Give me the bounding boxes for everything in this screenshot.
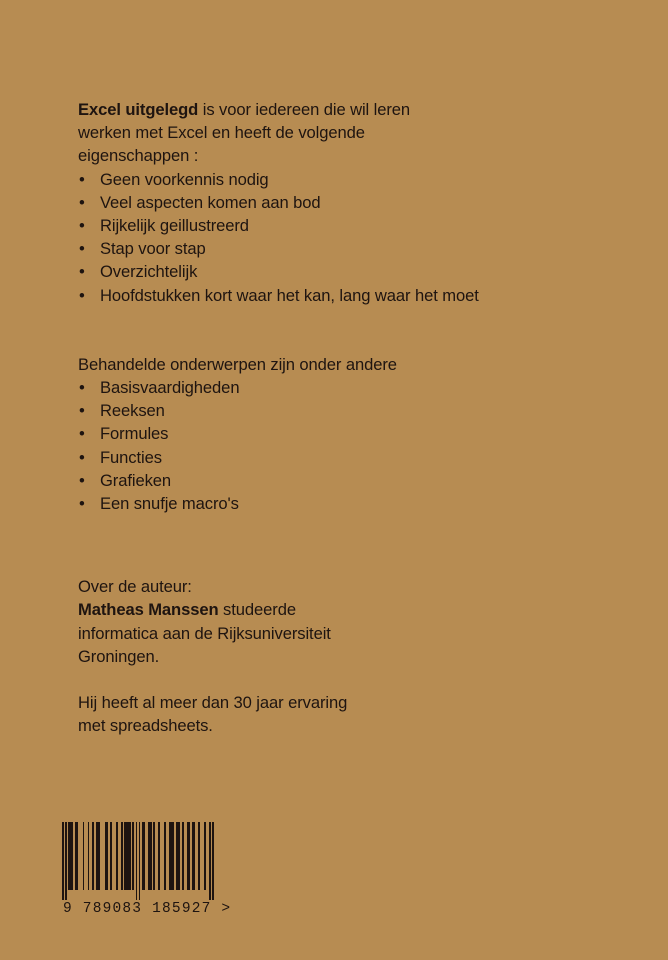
paragraph-spacer [78, 668, 503, 691]
bullet-icon: • [79, 239, 85, 259]
list-item [78, 284, 503, 307]
back-cover-content [78, 98, 503, 737]
author-bio-line3: Groningen. [78, 646, 160, 666]
experience-line2: met spreadsheets. [78, 716, 213, 736]
author-name: Matheas Manssen [78, 600, 219, 620]
bullet-icon: • [79, 494, 85, 514]
features-list [78, 168, 503, 307]
intro-line3: eigenschappen : [78, 146, 199, 166]
author-block [78, 575, 503, 668]
list-item [78, 214, 503, 237]
bullet-icon: • [79, 401, 85, 421]
section-spacer [78, 515, 503, 575]
list-item [78, 422, 503, 445]
list-item-label: Basisvaardigheden [100, 378, 240, 398]
list-item [78, 492, 503, 515]
bullet-icon: • [79, 378, 85, 398]
bullet-icon: • [79, 424, 85, 444]
list-item-label: Een snufje macro's [100, 494, 239, 514]
intro-paragraph [78, 98, 503, 168]
list-item-label: Stap voor stap [100, 239, 206, 259]
author-heading: Over de auteur: [78, 577, 192, 597]
list-item [78, 191, 503, 214]
bullet-icon: • [79, 216, 85, 236]
experience-line1: Hij heeft al meer dan 30 jaar ervaring [78, 693, 348, 713]
list-item [78, 260, 503, 283]
list-item-label: Rijkelijk geillustreerd [100, 216, 249, 236]
author-bio-line2: informatica aan de Rijksuniversiteit [78, 623, 331, 643]
list-item-label: Formules [100, 424, 169, 444]
book-title-bold: Excel uitgelegd [78, 100, 199, 119]
topics-list [78, 376, 503, 515]
intro-line1-rest: is voor iedereen die wil leren [198, 100, 411, 119]
bullet-icon: • [79, 192, 85, 212]
bullet-icon: • [79, 169, 85, 189]
topics-heading: Behandelde onderwerpen zijn onder andere [78, 354, 397, 374]
list-item-label: Overzichtelijk [100, 262, 198, 282]
barcode-bars [62, 822, 214, 900]
bullet-icon: • [79, 262, 85, 282]
list-item-label: Veel aspecten komen aan bod [100, 192, 321, 212]
section-spacer [78, 307, 503, 353]
list-item [78, 168, 503, 191]
experience-paragraph [78, 691, 503, 737]
list-item-label: Functies [100, 447, 162, 467]
list-item-label: Geen voorkennis nodig [100, 169, 269, 189]
list-item-label: Grafieken [100, 470, 172, 490]
list-item [78, 399, 503, 422]
bullet-icon: • [79, 447, 85, 467]
barcode-block [62, 822, 232, 917]
list-item-label: Hoofdstukken kort waar het kan, lang waar het moet [100, 285, 479, 305]
list-item [78, 237, 503, 260]
barcode-digits: 9 789083 185927 > [63, 901, 232, 917]
list-item [78, 446, 503, 469]
bullet-icon: • [79, 470, 85, 490]
list-item-label: Reeksen [100, 401, 165, 421]
bullet-icon: • [79, 285, 85, 305]
list-item [78, 376, 503, 399]
author-bio-rest: studeerde [218, 600, 296, 620]
intro-line2: werken met Excel en heeft de volgende [78, 123, 365, 143]
list-item [78, 469, 503, 492]
